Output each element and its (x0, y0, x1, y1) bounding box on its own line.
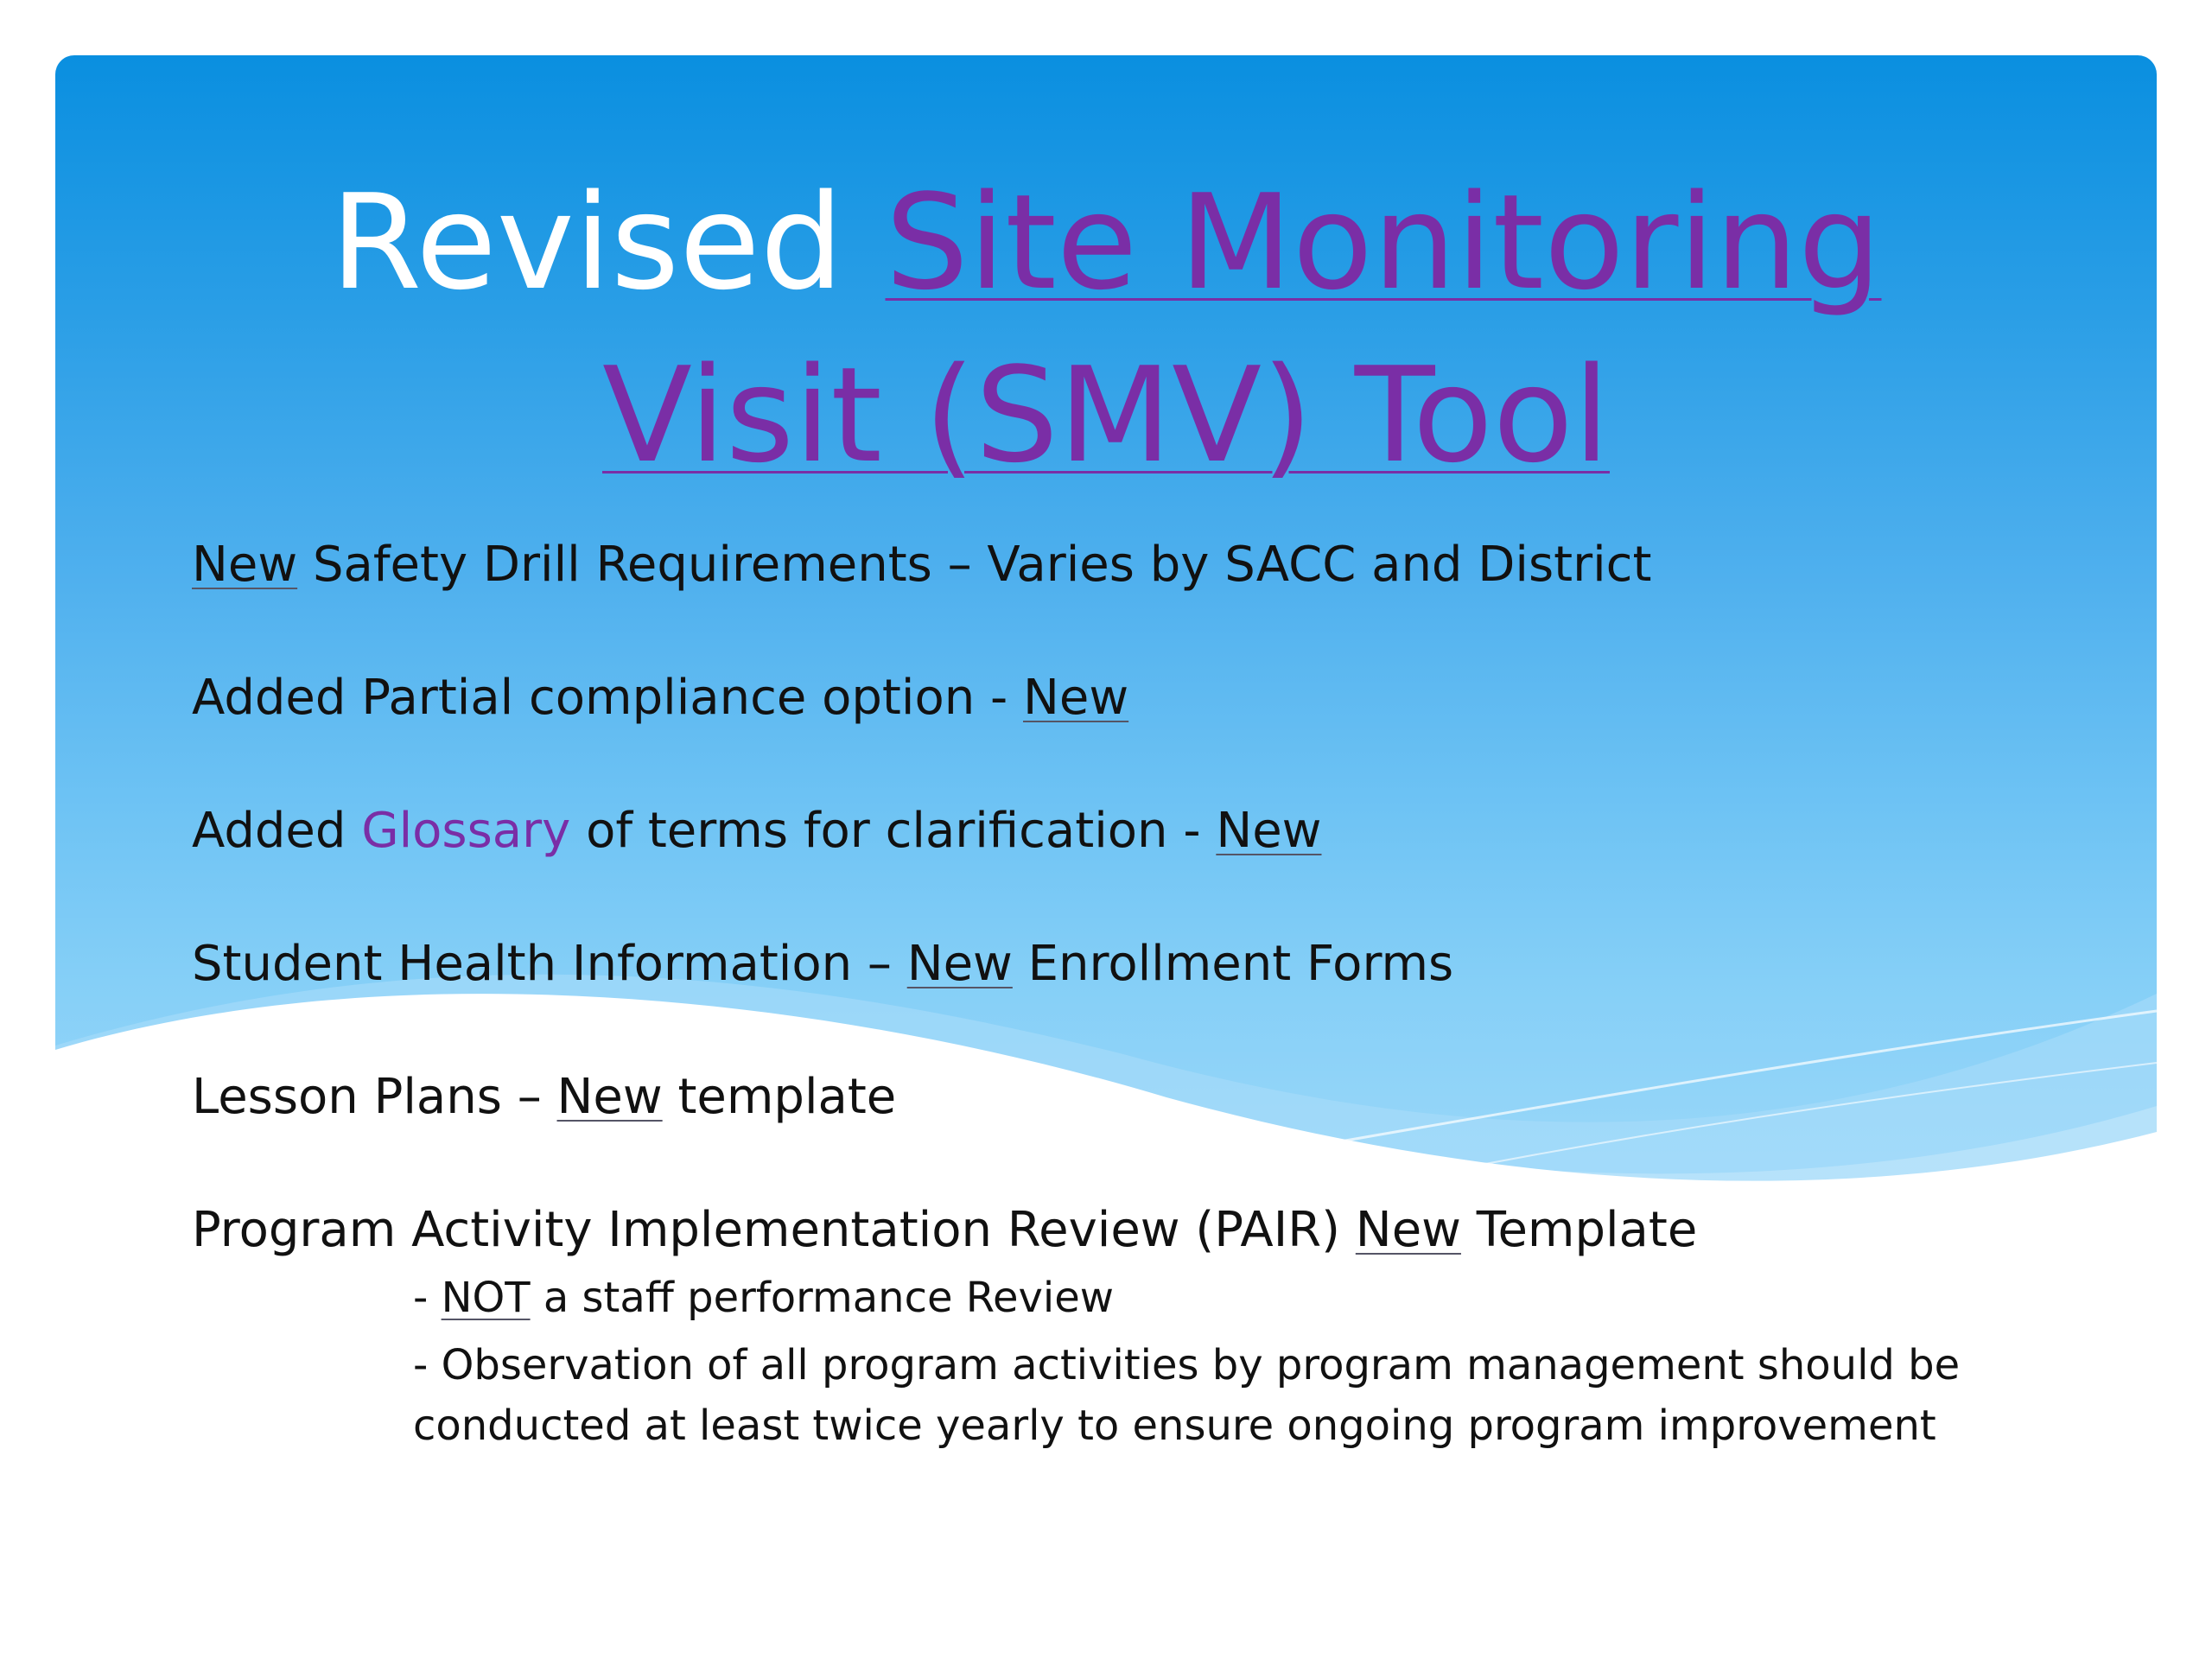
slide-title-line2 (0, 339, 2212, 492)
bullet-text: Added (192, 803, 362, 859)
bullet-text: Added Partial compliance option - (192, 670, 1024, 726)
new-label: New (192, 537, 298, 593)
bullet-pair (192, 1203, 1697, 1258)
new-label: New (1023, 670, 1129, 726)
title-link-part1[interactable]: Site Monitoring (885, 166, 1882, 319)
bullet-text: Template (1460, 1202, 1698, 1258)
slide-title-line1 (0, 166, 2212, 319)
bullet-text: Program Activity Implementation Review (PAIR) (192, 1202, 1356, 1258)
sub-item-not-performance (413, 1274, 1114, 1324)
bullet-glossary (192, 804, 1321, 859)
sub-text: a staff performance Review (530, 1274, 1115, 1322)
bullet-text: template (662, 1069, 897, 1125)
new-label: New (1355, 1202, 1461, 1258)
title-link-part2[interactable]: Visit (SMV) Tool (602, 339, 1610, 492)
bullet-text: Student Health Information – (192, 936, 907, 992)
bullet-student-health (192, 937, 1453, 992)
bullet-safety-drill (192, 537, 1651, 593)
dash: - (413, 1274, 442, 1322)
bullet-text: Enrollment Forms (1012, 936, 1454, 992)
new-label: New (1216, 803, 1322, 859)
bullet-text: Lesson Plans – (192, 1069, 557, 1125)
sub-item-observation-line1: - Observation of all program activities by program management should be (413, 1341, 1961, 1389)
not-label: NOT (441, 1274, 531, 1322)
bullet-partial-compliance (192, 671, 1128, 726)
new-label: New (556, 1069, 663, 1125)
glossary-link[interactable]: Glossary (361, 803, 571, 859)
bullet-text: of terms for clarification - (570, 803, 1217, 859)
title-prefix: Revised (330, 166, 886, 319)
bullet-text: Safety Drill Requirements – Varies by SACC and District (297, 537, 1652, 593)
new-label: New (906, 936, 1013, 992)
sub-item-observation-line2: conducted at least twice yearly to ensure ongoing program improvement (413, 1402, 1936, 1450)
bullet-lesson-plans (192, 1070, 896, 1125)
